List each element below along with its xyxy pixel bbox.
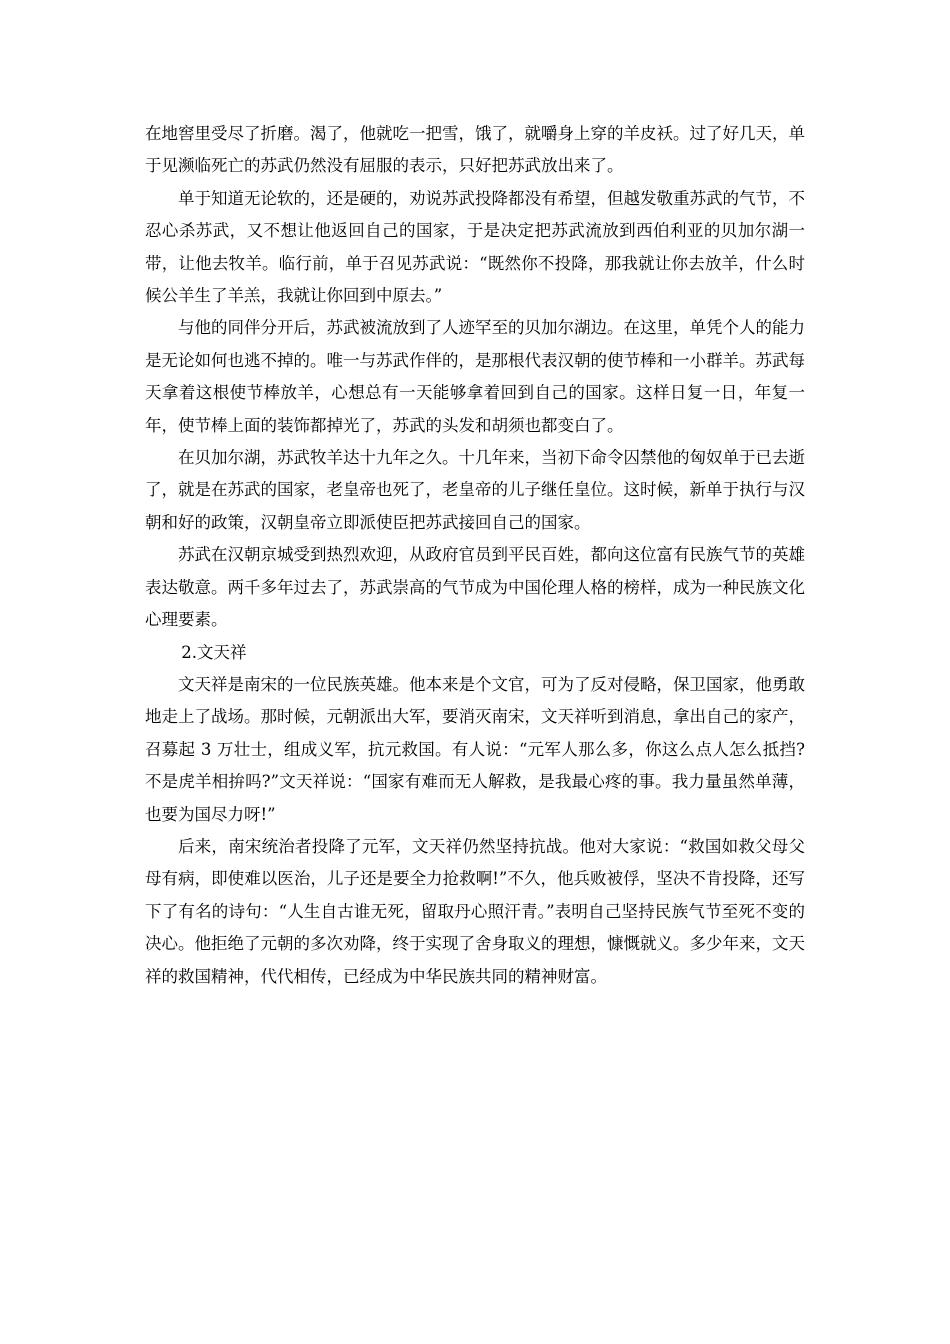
paragraph-1: 在地窖里受尽了折磨。渴了，他就吃一把雪，饿了，就嚼身上穿的羊皮袄。过了好几天，单于见濒临死亡的苏武仍然没有屈服的表示，只好把苏武放出来了。 xyxy=(145,124,805,176)
section-heading: 2.文天祥 xyxy=(181,642,247,662)
paragraph-2: 单于知道无论软的，还是硬的，劝说苏武投降都没有希望，但越发敬重苏武的气节，不忍心杀苏武，又不想让他返回自己的国家，于是决定把苏武流放到西伯利亚的贝加尔湖一带，让他去牧羊。临行前，单于召见苏武说：“既然你不投降，那我就让你去放羊，什么时候公羊生了羊羔，我就让你回到中原去。” xyxy=(145,188,805,306)
paragraph-6: 文天祥是南宋的一位民族英雄。他本来是个文官，可为了反对侵略，保卫国家，他勇敢地走上了战场。那时候，元朝派出大军，要消灭南宋，文天祥听到消息，拿出自己的家产，召募起 3 万壮士，组成义军，抗元救国。有人说：“元军人那么多，你这么点人怎么抵挡?不是虎羊相拚吗?”文天祥说：“国家有难而无人解救，是我最心疼的事。我力量虽然单薄，也要为国尽力呀!” xyxy=(145,674,805,824)
paragraph-4: 在贝加尔湖，苏武牧羊达十九年之久。十几年来，当初下命令囚禁他的匈奴单于已去逝了，就是在苏武的国家，老皇帝也死了，老皇帝的儿子继任皇位。这时候，新单于执行与汉朝和好的政策，汉朝皇帝立即派使臣把苏武接回自己的国家。 xyxy=(145,448,805,532)
paragraph-7: 后来，南宋统治者投降了元军，文天祥仍然坚持抗战。他对大家说：“救国如救父母父母有病，即使难以医治，儿子还是要全力抢救啊!”不久，他兵败被俘，坚决不肯投降，还写下了有名的诗句：“人生自古谁无死，留取丹心照汗青。”表明自己坚持民族气节至死不变的决心。他拒绝了元朝的多次劝降，终于实现了舍身取义的理想，慷慨就义。多少年来，文天祥的救国精神，代代相传，已经成为中华民族共同的精神财富。 xyxy=(145,836,805,986)
paragraph-5: 苏武在汉朝京城受到热烈欢迎，从政府官员到平民百姓，都向这位富有民族气节的英雄表达敬意。两千多年过去了，苏武崇高的气节成为中国伦理人格的榜样，成为一种民族文化心理要素。 xyxy=(145,545,805,630)
paragraph-3: 与他的同伴分开后，苏武被流放到了人迹罕至的贝加尔湖边。在这里，单凭个人的能力是无论如何也逃不掉的。唯一与苏武作伴的，是那根代表汉朝的使节棒和一小群羊。苏武每天拿着这根使节棒放羊，心想总有一天能够拿着回到自己的国家。这样日复一日，年复一年，使节棒上面的装饰都掉光了，苏武的头发和胡须也都变白了。 xyxy=(145,318,805,435)
document-page xyxy=(145,118,805,993)
